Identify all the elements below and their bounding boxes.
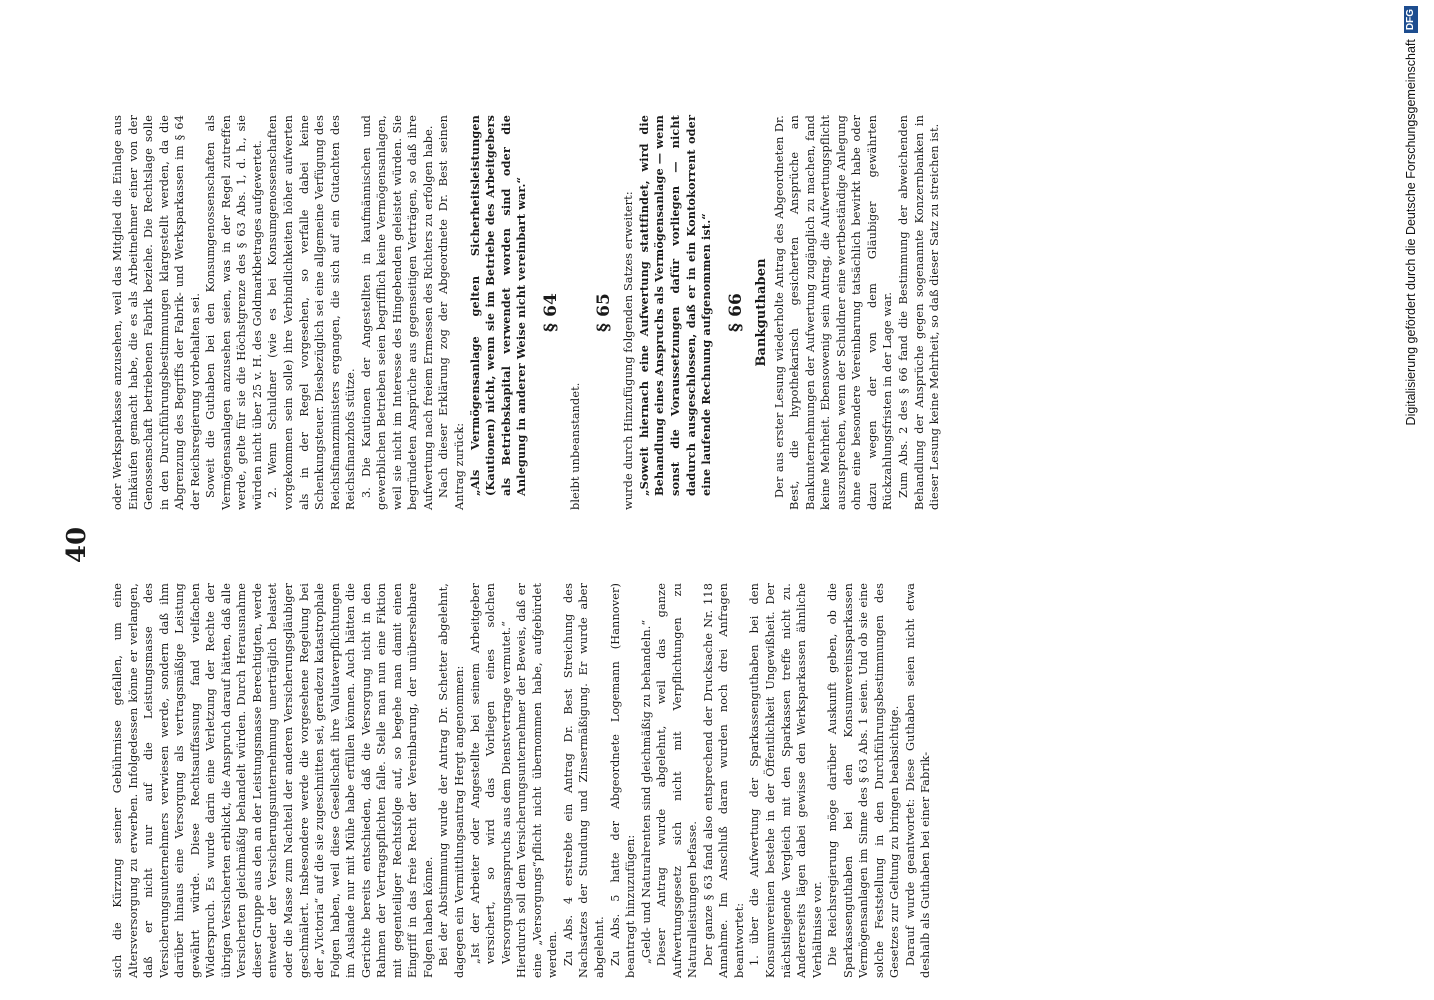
paragraph: Die Reichsregierung möge darüber Auskunft geben, ob die Sparkassenguthaben bei den Konsumvereinssparkassen Vermögensanlagen im Sinne des § 63 Abs. 1 seien. Und ob sie eine solche Feststellung in den Durchführungsbestimmungen des Gesetzes zur Geltung zu bringen beabsichtige. bbox=[826, 583, 902, 978]
paragraph: Der ganze § 63 fand also entsprechend der Drucksache Nr. 118 Annahme. Im Anschluß daran wurden noch drei Anfragen beantwortet: bbox=[701, 583, 746, 978]
rotated-document-page bbox=[60, 90, 1360, 1000]
quoted-amendment: „Soweit hiernach eine Aufwertung stattfindet, wird die Behandlung eines Anspruchs als Vermögensanlage — wenn sonst die Voraussetzungen dafür vorliegen — nicht dadurch ausgeschlossen, daß er in ein Kontokorrent oder eine laufende Rechnung aufgenommen ist.“ bbox=[636, 115, 714, 496]
paragraph: Darauf wurde geantwortet: Diese Guthaben seien nicht etwa deshalb als Guthaben bei einer Fabrik- bbox=[903, 583, 933, 978]
digitization-credit bbox=[1392, 6, 1430, 996]
quoted-motion: „Ist der Arbeiter oder Angestellte bei seinem Arbeitgeber versichert, so wird das Vorliegen eines solchen Versorgungsanspruchs aus dem Dienstvertrage vermutet.“ bbox=[468, 583, 513, 964]
paragraph: Soweit die Guthaben bei den Konsumgenossenschaften als Vermögensanlagen anzusehen seien, was in der Regel zutreffen werde, gelte für sie die Höchstgrenze des § 63 Abs. 1, d. h., sie würden nicht über 25 v. H. des Goldmarkbetrages aufgewertet. bbox=[204, 115, 264, 510]
paragraph: Zu Abs. 4 erstrebte ein Antrag Dr. Best Streichung des Nachsatzes der Stundung und Zinsermäßigung. Er wurde aber abgelehnt. bbox=[561, 583, 606, 978]
credit-text: Digitalisierung gefördert durch die Deutsche Forschungsgemeinschaft bbox=[1404, 39, 1418, 426]
paragraph: oder Werksparkasse anzusehen, weil das Mitglied die Einlage aus Einkäufen gemacht habe, die es als Arbeitnehmer einer von der Genossenschaft betriebenen Fabrik beziehe. Die Rechtslage solle in den Durchführungsbestimmungen klargestellt werden, da die Abgrenzung des Begriffs der Fabrik- und Werksparkassen im § 64 der Reichsregierung vorbehalten sei. bbox=[111, 115, 202, 510]
page-number: 40 bbox=[62, 526, 92, 564]
paragraph: Hierdurch soll dem Versicherungsunternehmer der Beweis, daß er eine „Versorgungs“pflicht nicht übernommen habe, aufgebürdet werden. bbox=[515, 583, 560, 978]
section-heading-66: § 66 bbox=[725, 293, 746, 332]
quoted-motion: „Als Vermögensanlage gelten Sicherheitsleistungen (Kautionen) nicht, wenn sie im Betriebe des Arbeitgebers als Betriebskapital verwendet worden sind oder die Anlegung in anderer Weise nicht vereinbart war.“ bbox=[467, 115, 529, 496]
paragraph: Zu Abs. 5 hatte der Abgeordnete Logemann (Hannover) beantragt hinzuzufügen: bbox=[608, 583, 638, 978]
paragraph: 3. Die Kautionen der Angestellten in kaufmännischen und gewerblichen Betrieben seien begrifflich keine Vermögensanlagen, weil sie nicht im Interesse des Hingebenden geleistet würden. Sie begründeten Ansprüche aus gegenseitigen Verträgen, so daß ihre Aufwertung nach freiem Ermessen des Richters zu erfolgen habe. bbox=[359, 115, 435, 510]
right-text-column bbox=[110, 115, 943, 510]
dfg-logo: DFG bbox=[1404, 6, 1418, 33]
paragraph: Bei der Abstimmung wurde der Antrag Dr. Schetter abgelehnt, dagegen ein Vermittlungsantrag Hergt angenommen: bbox=[437, 583, 467, 978]
paragraph: Der aus erster Lesung wiederholte Antrag des Abgeordneten Dr. Best, die hypothekarisch gesicherten Ansprüche an Bankunternehmungen der Aufwertung zugänglich zu machen, fand keine Mehrheit. Ebensowenig sein Antrag, die Aufwertungspflicht auszusprechen, wenn der Schuldner eine wertbeständige Anlegung ohne eine besondere Vereinbarung tatsächlich bewirkt habe oder dazu wegen der von dem Gläubiger gewährten Rückzahlungsfristen in der Lage war. bbox=[772, 115, 895, 510]
section-heading-65: § 65 bbox=[594, 293, 615, 332]
quoted-motion: „Geld- und Naturalrenten sind gleichmäßig zu behandeln.“ bbox=[639, 619, 653, 964]
left-text-column bbox=[110, 583, 934, 978]
paragraph: 1. über die Aufwertung der Sparkassenguthaben bei den Konsumvereinen bestehe in der Öffentlichkeit Ungewißheit. Der nächstliegende Vergleich mit den Sparkassen treffe nicht zu. Andererseits lägen dabei gewisse den Werksparkassen ähnliche Verhältnisse vor. bbox=[748, 583, 824, 978]
section-heading-64: § 64 bbox=[540, 293, 561, 332]
paragraph: 2. Wenn Schuldner (wie es bei Konsumgenossenschaften vorgekommen sein solle) ihre Verbindlichkeiten höher aufwerten als in der Regel vorgesehen, so verfalle dabei keine Schenkungsteuer. Diesbezüglich sei eine allgemeine Verfügung des Reichsfinanzministers ergangen, die sich auf ein Gutachten des Reichsfinanzhofs stütze. bbox=[266, 115, 358, 510]
paragraph: sich die Kürzung seiner Gebührnisse gefallen, um eine Altersversorgung zu erwerben. Infolgedessen könne er verlangen, daß er nicht nur auf die Leistungsmasse des Versicherungsunternehmers verwiesen werde, sondern daß ihm darüber hinaus eine Versorgung als vertragsmäßige Leistung gewährt würde. Diese Rechtsauffassung fand vielfachen Widerspruch. Es wurde darin eine Verletzung der Rechte der übrigen Versicherten erblickt, die Anspruch darauf hätten, daß alle Versicherten gleichmäßig behandelt würden. Durch Herausnahme dieser Gruppe aus den an der Leistungsmasse Berechtigten, werde entweder der Versicherungsunternehmung unerträglich belastet oder die Masse zum Nachteil der anderen Versicherungsgläubiger geschmälert. Insbesondere werde die vorgesehene Regelung bei der „Victoria“ auf die sie zugeschnitten sei, geradezu katastrophale Folgen haben, weil diese Gesellschaft ihre Valutaverpflichtungen im Auslande nur mit Mühe habe erfüllen können. Auch hätten die Gerichte bereits entschieden, daß die Versorgung nicht in den Rahmen der Vertragspflichten falle. Stelle man nun eine Fiktion mit gegenteiliger Rechtsfolge auf, so begehe man damit einen Eingriff in das freie Recht der Vereinbarung, der unübersehbare Folgen haben könne. bbox=[111, 583, 435, 978]
paragraph: wurde durch Hinzufügung folgenden Satzes erweitert: bbox=[622, 191, 636, 510]
paragraph: Dieser Antrag wurde abgelehnt, weil das ganze Aufwertungsgesetz sich nicht mit Verpflichtungen zu Naturalleistungen befasse. bbox=[655, 583, 700, 978]
paragraph: Zum Abs. 2 des § 66 fand die Bestimmung der abweichenden Behandlung der Ansprüche gegen sogenannte Konzernbanken in dieser Lesung keine Mehrheit, so daß dieser Satz zu streichen ist. bbox=[896, 115, 942, 510]
subsection-heading: Bankguthaben bbox=[753, 258, 769, 367]
paragraph: Nach dieser Erklärung zog der Abgeordnete Dr. Best seinen Antrag zurück: bbox=[437, 115, 467, 510]
paragraph: bleibt unbeanstandet. bbox=[568, 382, 582, 510]
